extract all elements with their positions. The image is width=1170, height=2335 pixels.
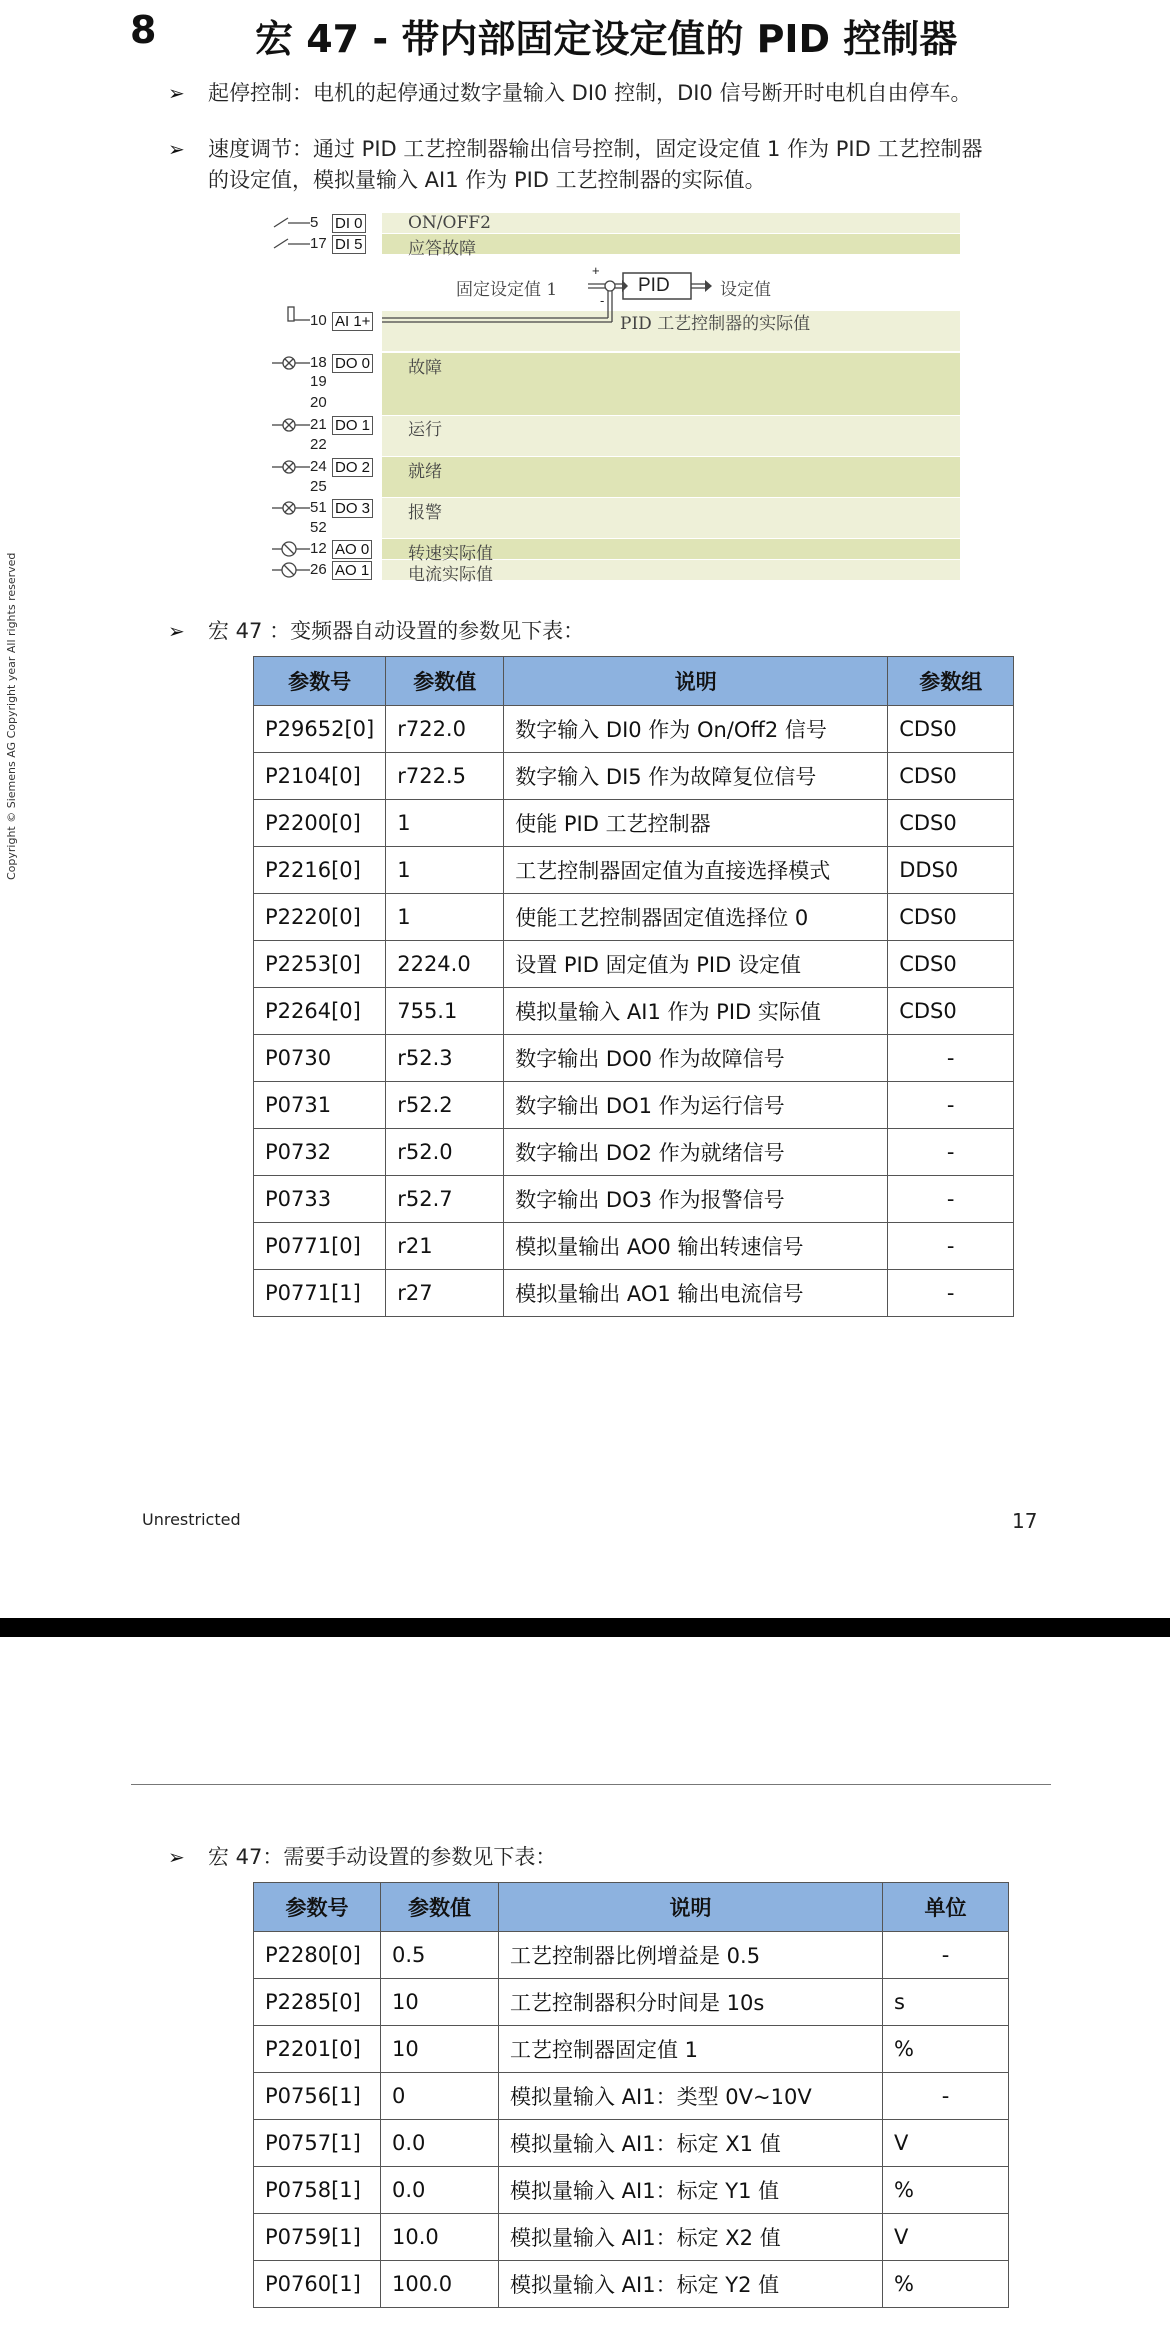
cell-description: 数字输出 DO1 作为运行信号 <box>504 1082 888 1129</box>
cell-last: CDS0 <box>888 941 1014 988</box>
auto-params-body <box>254 706 1014 1317</box>
cell-last: - <box>888 1223 1014 1270</box>
cell-description: 数字输入 DI0 作为 On/Off2 信号 <box>504 706 888 753</box>
cell-param-value: r52.7 <box>386 1176 504 1223</box>
cell-param-no: P29652[0] <box>254 706 386 753</box>
cell-description: 模拟量输出 AO0 输出转速信号 <box>504 1223 888 1270</box>
table-row <box>254 753 1014 800</box>
table-row <box>254 2214 1009 2261</box>
cell-param-value: r722.0 <box>386 706 504 753</box>
term-di5: DI 5 <box>332 235 366 254</box>
sum-plus: + <box>592 263 600 278</box>
cell-description: 数字输出 DO2 作为就绪信号 <box>504 1129 888 1176</box>
cell-last: CDS0 <box>888 753 1014 800</box>
table-row <box>254 2261 1009 2308</box>
bullet-speed-line1: 速度调节：通过 PID 工艺控制器输出信号控制，固定设定值 1 作为 PID 工艺控制器 <box>208 137 983 161</box>
auto-params-table <box>253 656 1014 1317</box>
cell-param-no: P2285[0] <box>254 1979 381 2026</box>
label-fixed-setpoint: 固定设定值 1 <box>456 280 558 300</box>
cell-last: CDS0 <box>888 706 1014 753</box>
cell-param-value: 10 <box>381 2026 499 2073</box>
cell-description: 模拟量输入 AI1：标定 Y1 值 <box>499 2167 883 2214</box>
copyright-notice: Copyright © Siemens AG Copyright year All rights reserved <box>5 552 18 880</box>
cell-param-value: r27 <box>386 1270 504 1317</box>
cell-description: 使能工艺控制器固定值选择位 0 <box>504 894 888 941</box>
table-row <box>254 800 1014 847</box>
label-do2: 就绪 <box>408 462 442 482</box>
term-do2: DO 2 <box>332 458 373 477</box>
term-do3-num2: 52 <box>310 519 327 536</box>
cell-param-value: r52.3 <box>386 1035 504 1082</box>
table-row <box>254 988 1014 1035</box>
cell-last: CDS0 <box>888 988 1014 1035</box>
table-row <box>254 1129 1014 1176</box>
table-row <box>254 1082 1014 1129</box>
cell-param-value: 1 <box>386 847 504 894</box>
cell-description: 工艺控制器比例增益是 0.5 <box>499 1932 883 1979</box>
bullet-arrow-icon: ➢ <box>168 137 185 161</box>
cell-description: 模拟量输入 AI1：标定 X1 值 <box>499 2120 883 2167</box>
col-header-param-value: 参数值 <box>386 657 504 706</box>
cell-last: % <box>883 2026 1009 2073</box>
cell-last: % <box>883 2167 1009 2214</box>
page-separator <box>0 1618 1170 1637</box>
term-do0-num1: 18 <box>310 354 327 371</box>
page-number: 17 <box>1012 1509 1038 1533</box>
bullet-manual-params: 宏 47：需要手动设置的参数见下表： <box>208 1845 557 1869</box>
col-header-param-no: 参数号 <box>254 657 386 706</box>
cell-param-no: P0733 <box>254 1176 386 1223</box>
classification-label: Unrestricted <box>142 1510 241 1529</box>
cell-last: s <box>883 1979 1009 2026</box>
wiring-diagram <box>260 205 970 585</box>
cell-description: 设置 PID 固定值为 PID 设定值 <box>504 941 888 988</box>
cell-param-value: 100.0 <box>381 2261 499 2308</box>
bullet-start-stop: 起停控制：电机的起停通过数字量输入 DI0 控制，DI0 信号断开时电机自由停车。 <box>208 81 972 105</box>
table-row <box>254 847 1014 894</box>
cell-param-value: 1 <box>386 800 504 847</box>
section-number: 8 <box>130 8 157 52</box>
cell-param-value: 0 <box>381 2073 499 2120</box>
term-do1: DO 1 <box>332 416 373 435</box>
table-header-row <box>254 1883 1009 1932</box>
table-row <box>254 894 1014 941</box>
term-do1-num1: 21 <box>310 416 327 433</box>
cell-description: 模拟量输入 AI1：标定 Y2 值 <box>499 2261 883 2308</box>
cell-description: 数字输出 DO3 作为报警信号 <box>504 1176 888 1223</box>
term-do1-num2: 22 <box>310 436 327 453</box>
term-do0-num2: 19 <box>310 373 327 390</box>
table-row <box>254 1035 1014 1082</box>
cell-last: V <box>883 2214 1009 2261</box>
table-row <box>254 1223 1014 1270</box>
cell-param-no: P0759[1] <box>254 2214 381 2261</box>
cell-param-value: 2224.0 <box>386 941 504 988</box>
cell-param-no: P0730 <box>254 1035 386 1082</box>
table-row <box>254 1979 1009 2026</box>
bullet-arrow-icon: ➢ <box>168 1845 185 1869</box>
table-row <box>254 2073 1009 2120</box>
header-rule <box>131 1784 1051 1785</box>
cell-param-value: 0.0 <box>381 2167 499 2214</box>
cell-description: 工艺控制器积分时间是 10s <box>499 1979 883 2026</box>
sum-minus: - <box>600 293 605 308</box>
label-di5: 应答故障 <box>408 239 476 259</box>
cell-last: - <box>888 1270 1014 1317</box>
cell-param-no: P0756[1] <box>254 2073 381 2120</box>
cell-last: CDS0 <box>888 894 1014 941</box>
label-ai1: PID 工艺控制器的实际值 <box>620 314 811 334</box>
cell-param-no: P2216[0] <box>254 847 386 894</box>
cell-param-no: P0771[0] <box>254 1223 386 1270</box>
term-do0-num3: 20 <box>310 394 327 411</box>
term-di0: DI 0 <box>332 214 366 233</box>
cell-param-no: P2280[0] <box>254 1932 381 1979</box>
table-row <box>254 2167 1009 2214</box>
cell-description: 数字输出 DO0 作为故障信号 <box>504 1035 888 1082</box>
bullet-speed-line2: 的设定值，模拟量输入 AI1 作为 PID 工艺控制器的实际值。 <box>208 168 766 192</box>
cell-last: - <box>888 1035 1014 1082</box>
cell-last: V <box>883 2120 1009 2167</box>
cell-description: 模拟量输出 AO1 输出电流信号 <box>504 1270 888 1317</box>
label-do0: 故障 <box>408 358 442 378</box>
col-header-param-no: 参数号 <box>254 1883 381 1932</box>
term-ao0-num: 12 <box>310 540 327 557</box>
term-ao1: AO 1 <box>332 561 372 580</box>
term-do2-num1: 24 <box>310 458 327 475</box>
cell-description: 数字输入 DI5 作为故障复位信号 <box>504 753 888 800</box>
term-di0-num: 5 <box>310 214 319 231</box>
cell-last: - <box>888 1176 1014 1223</box>
cell-description: 模拟量输入 AI1：类型 0V~10V <box>499 2073 883 2120</box>
cell-last: - <box>888 1082 1014 1129</box>
cell-description: 模拟量输入 AI1：标定 X2 值 <box>499 2214 883 2261</box>
label-di0: ON/OFF2 <box>408 213 491 233</box>
cell-param-value: r21 <box>386 1223 504 1270</box>
col-header-description: 说明 <box>499 1883 883 1932</box>
diagram-lines <box>260 205 970 585</box>
label-do1: 运行 <box>408 420 442 440</box>
cell-last: % <box>883 2261 1009 2308</box>
term-do0: DO 0 <box>332 354 373 373</box>
cell-param-no: P2201[0] <box>254 2026 381 2073</box>
manual-params-table <box>253 1882 1009 2308</box>
cell-param-no: P2253[0] <box>254 941 386 988</box>
cell-param-value: r52.0 <box>386 1129 504 1176</box>
cell-description: 工艺控制器固定值 1 <box>499 2026 883 2073</box>
cell-last: - <box>883 2073 1009 2120</box>
cell-param-no: P0757[1] <box>254 2120 381 2167</box>
cell-param-no: P2264[0] <box>254 988 386 1035</box>
label-ao0: 转速实际值 <box>408 544 493 564</box>
table-row <box>254 1932 1009 1979</box>
cell-param-value: 755.1 <box>386 988 504 1035</box>
term-do2-num2: 25 <box>310 478 327 495</box>
cell-param-value: 10.0 <box>381 2214 499 2261</box>
cell-last: - <box>888 1129 1014 1176</box>
bullet-arrow-icon: ➢ <box>168 619 185 643</box>
cell-param-no: P0732 <box>254 1129 386 1176</box>
cell-param-no: P2200[0] <box>254 800 386 847</box>
pid-block: PID <box>638 275 670 296</box>
cell-description: 模拟量输入 AI1 作为 PID 实际值 <box>504 988 888 1035</box>
cell-param-no: P2220[0] <box>254 894 386 941</box>
col-header-unit: 单位 <box>883 1883 1009 1932</box>
col-header-description: 说明 <box>504 657 888 706</box>
cell-param-value: 1 <box>386 894 504 941</box>
col-header-param-value: 参数值 <box>381 1883 499 1932</box>
term-di5-num: 17 <box>310 235 327 252</box>
col-header-param-group: 参数组 <box>888 657 1014 706</box>
term-do3-num1: 51 <box>310 499 327 516</box>
cell-param-no: P0760[1] <box>254 2261 381 2308</box>
table-row <box>254 941 1014 988</box>
term-do3: DO 3 <box>332 499 373 518</box>
table-row <box>254 2120 1009 2167</box>
term-ai1: AI 1+ <box>332 312 373 331</box>
table-row <box>254 2026 1009 2073</box>
cell-param-no: P0731 <box>254 1082 386 1129</box>
label-ao1: 电流实际值 <box>408 565 493 585</box>
table-row <box>254 1176 1014 1223</box>
cell-param-no: P0758[1] <box>254 2167 381 2214</box>
cell-param-no: P2104[0] <box>254 753 386 800</box>
cell-param-value: 0.0 <box>381 2120 499 2167</box>
cell-param-no: P0771[1] <box>254 1270 386 1317</box>
cell-param-value: r52.2 <box>386 1082 504 1129</box>
cell-param-value: 0.5 <box>381 1932 499 1979</box>
term-ao0: AO 0 <box>332 540 372 559</box>
term-ai1-num: 10 <box>310 312 327 329</box>
cell-last: DDS0 <box>888 847 1014 894</box>
cell-description: 工艺控制器固定值为直接选择模式 <box>504 847 888 894</box>
section-title: 宏 47 - 带内部固定设定值的 PID 控制器 <box>255 17 958 61</box>
table-row <box>254 1270 1014 1317</box>
manual-params-body <box>254 1932 1009 2308</box>
table-row <box>254 706 1014 753</box>
bullet-arrow-icon: ➢ <box>168 81 185 105</box>
cell-description: 使能 PID 工艺控制器 <box>504 800 888 847</box>
cell-last: CDS0 <box>888 800 1014 847</box>
term-ao1-num: 26 <box>310 561 327 578</box>
label-do3: 报警 <box>408 503 442 523</box>
table-header-row <box>254 657 1014 706</box>
bullet-auto-params: 宏 47 ：变频器自动设置的参数见下表： <box>208 619 585 643</box>
cell-param-value: r722.5 <box>386 753 504 800</box>
cell-param-value: 10 <box>381 1979 499 2026</box>
label-setpoint-out: 设定值 <box>720 280 771 300</box>
cell-last: - <box>883 1932 1009 1979</box>
